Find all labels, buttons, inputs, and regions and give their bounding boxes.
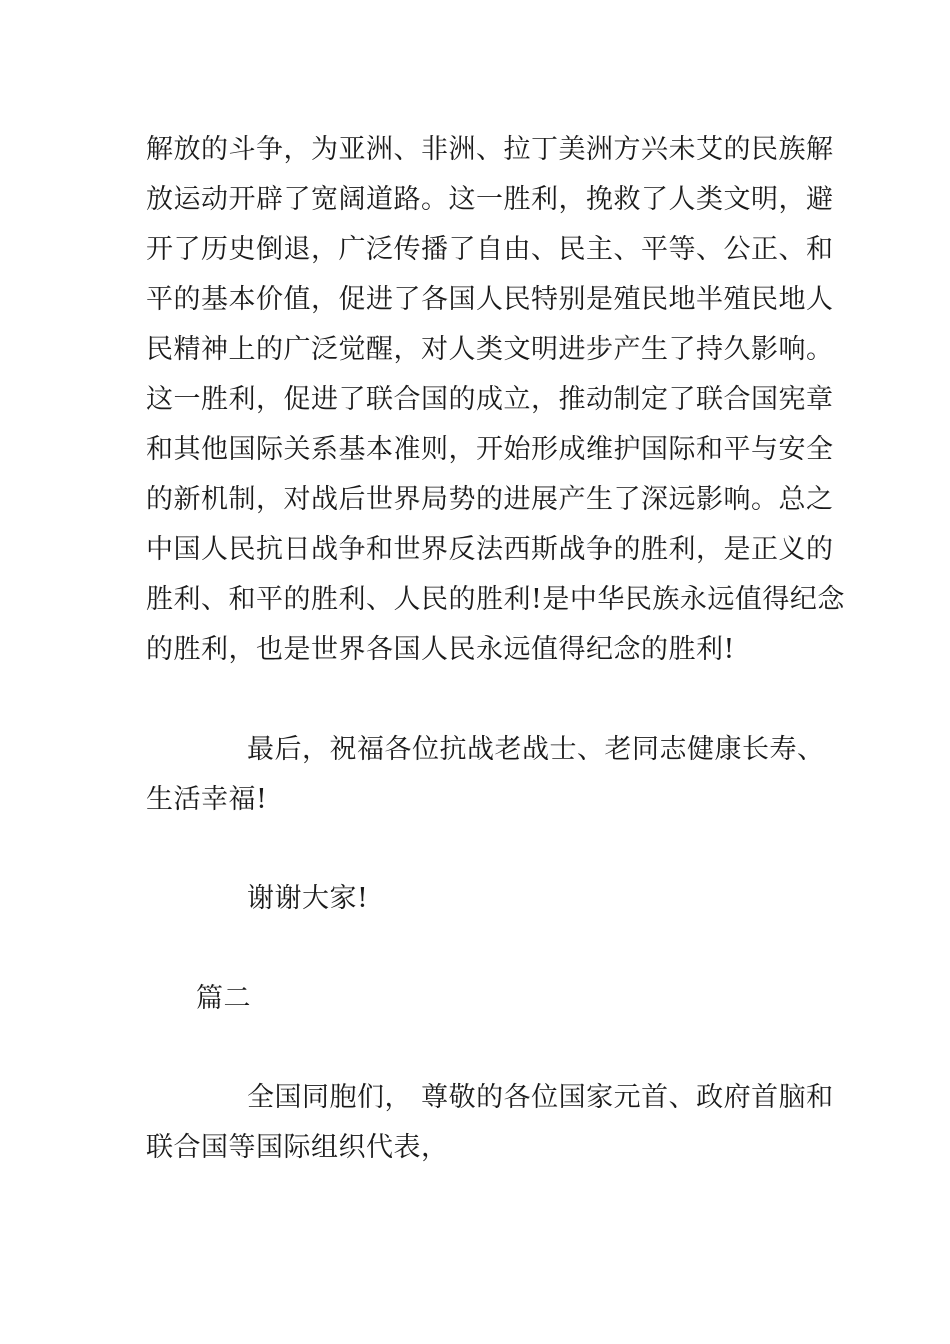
text-line: 解放的斗争，为亚洲、非洲、拉丁美洲方兴未艾的民族解 xyxy=(146,134,834,165)
text-line: 胜利、和平的胜利、人民的胜利!是中华民族永远值得纪念 xyxy=(146,584,845,615)
text-line: 民精神上的广泛觉醒，对人类文明进步产生了持久影响。 xyxy=(146,334,834,365)
text-line: 生活幸福! xyxy=(146,784,268,815)
text-line: 放运动开辟了宽阔道路。这一胜利，挽救了人类文明，避 xyxy=(146,184,834,215)
paragraph-thanks: 谢谢大家! xyxy=(247,883,369,914)
text-line: 开了历史倒退，广泛传播了自由、民主、平等、公正、和 xyxy=(146,234,834,265)
text-line: 这一胜利，促进了联合国的成立，推动制定了联合国宪章 xyxy=(146,384,834,415)
text-line: 中国人民抗日战争和世界反法西斯战争的胜利，是正义的 xyxy=(146,534,834,565)
section-heading: 篇二 xyxy=(196,983,251,1014)
text-line: 的胜利，也是世界各国人民永远值得纪念的胜利! xyxy=(146,634,735,665)
text-line: 的新机制，对战后世界局势的进展产生了深远影响。总之 xyxy=(146,484,834,515)
text-line: 和其他国际关系基本准则，开始形成维护国际和平与安全 xyxy=(146,434,834,465)
text-line: 最后，祝福各位抗战老战士、老同志健康长寿、 xyxy=(247,734,825,765)
text-line: 全国同胞们， 尊敬的各位国家元首、政府首脑和 xyxy=(247,1082,834,1113)
text-line: 平的基本价值，促进了各国人民特别是殖民地半殖民地人 xyxy=(146,284,834,315)
text-line: 联合国等国际组织代表， xyxy=(146,1132,449,1163)
